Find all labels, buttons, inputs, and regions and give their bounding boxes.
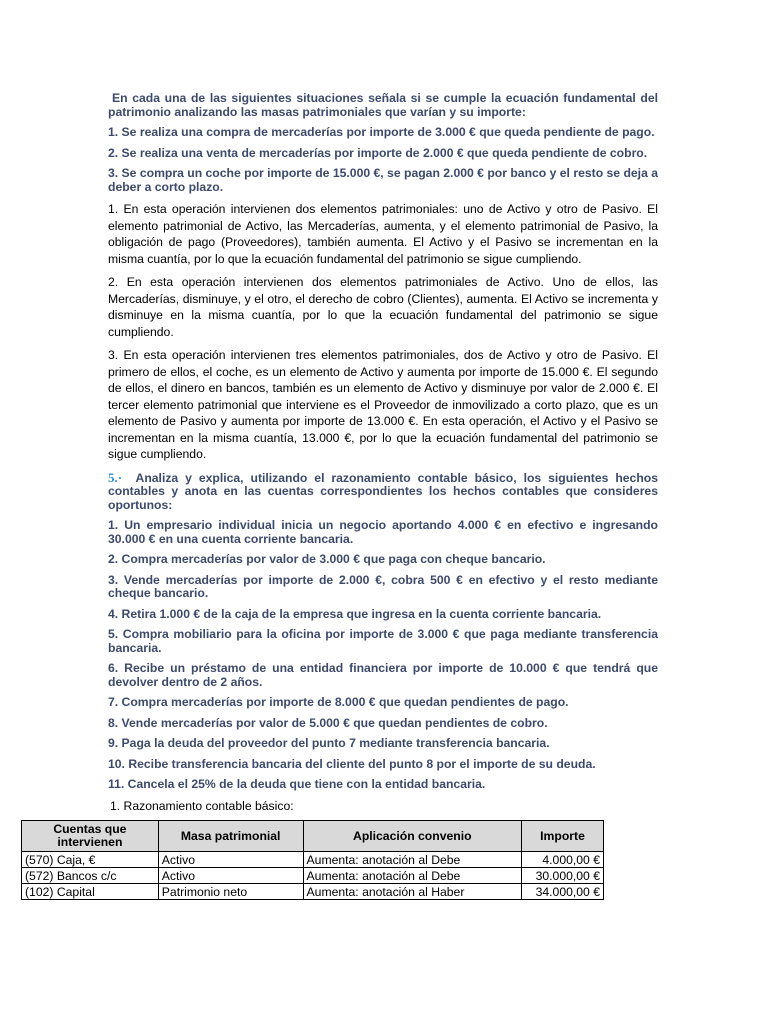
fact-11: 11. Cancela el 25% de la deuda que tiene con la entidad bancaria. bbox=[108, 777, 486, 791]
situation-2: 2. Se realiza una venta de mercaderías por importe de 2.000 € que queda pendiente de cobro. bbox=[108, 145, 648, 160]
cell-masa: Patrimonio neto bbox=[158, 884, 303, 900]
cell-aplicacion: Aumenta: anotación al Haber bbox=[303, 884, 522, 900]
fact-7: 7. Compra mercaderías por importe de 8.000 € que quedan pendientes de pago. bbox=[108, 695, 569, 709]
fact-1: 1. Un empresario individual inicia un negocio aportando 4.000 € en efectivo e ingresando 30.000 € en una cuenta corriente bancaria. bbox=[108, 518, 658, 546]
answer-1: 1. En esta operación intervienen dos elementos patrimoniales: uno de Activo y otro de Pasivo. El elemento patrimonial de Activo, las Mercaderías, aumenta, y el elemento patrimonial de Pasivo, la obligación de pago (Proveedores), también aumenta. El Activo y el Pasivo se incrementan en la misma cuantía, por lo que la ecuación fundamental del patrimonio se sigue cumpliendo. bbox=[108, 202, 658, 266]
situation-3: 3. Se compra un coche por importe de 15.000 €, se pagan 2.000 € por banco y el resto se deja a deber a corto plazo. bbox=[108, 166, 659, 194]
fact-4: 4. Retira 1.000 € de la caja de la empresa que ingresa en la cuenta corriente bancaria. bbox=[108, 606, 602, 621]
cell-cuenta: (102) Capital bbox=[22, 884, 159, 900]
table-header-row bbox=[22, 821, 604, 852]
subheading-razonamiento: 1. Razonamiento contable básico: bbox=[110, 798, 294, 813]
table-row bbox=[22, 852, 604, 868]
cell-cuenta: (570) Caja, € bbox=[22, 852, 159, 868]
section-5-text: Analiza y explica, utilizando el razonamiento contable básico, los siguientes hechos contables y anota en las cuentas correspondientes los hechos contables que consideres oportunos: bbox=[108, 470, 658, 512]
cell-importe: 4.000,00 € bbox=[522, 852, 604, 868]
fact-10: 10. Recibe transferencia bancaria del cliente del punto 8 por el importe de su deuda. bbox=[108, 756, 596, 771]
header-masa: Masa patrimonial bbox=[158, 821, 303, 852]
cell-masa: Activo bbox=[158, 852, 303, 868]
table-row bbox=[22, 868, 604, 884]
section-5-number: 5.· bbox=[108, 469, 123, 485]
answer-3: 3. En esta operación intervienen tres elementos patrimoniales, dos de Activo y otro de Pasivo. El primero de ellos, el coche, es un elemento de Activo y aumenta por importe de 15.000 €. El segundo de ellos, el dinero en bancos, también es un elemento de Activo y disminuye por valor de 2.000 €. El tercer elemento patrimonial que interviene es el Proveedor de inmovilizado a corto plazo, que es un elemento de Pasivo y aumenta por importe de 13.000 €. En esta operación, el Activo y el Pasivo se incrementan en la misma cuantía, 13.000 €, por lo que la ecuación fundamental del patrimonio se sigue cumpliendo. bbox=[108, 348, 658, 461]
intro-instruction: En cada una de las siguientes situaciones señala si se cumple la ecuación fundamental del patrimonio analizando las masas patrimoniales que varían y su importe: bbox=[108, 91, 658, 119]
cell-importe: 30.000,00 € bbox=[522, 868, 604, 884]
accounts-table bbox=[21, 820, 604, 900]
cell-cuenta: (572) Bancos c/c bbox=[22, 868, 159, 884]
header-cuentas: Cuentas que intervienen bbox=[22, 821, 159, 852]
cell-aplicacion: Aumenta: anotación al Debe bbox=[303, 868, 522, 884]
fact-2: 2. Compra mercaderías por valor de 3.000 € que paga con cheque bancario. bbox=[108, 552, 546, 566]
table-row bbox=[22, 884, 604, 900]
fact-3: 3. Vende mercaderías por importe de 2.000 €, cobra 500 € en efectivo y el resto mediante cheque bancario. bbox=[108, 572, 658, 600]
document-body bbox=[108, 92, 658, 813]
answer-2: 2. En esta operación intervienen dos elementos patrimoniales de Activo. Uno de ellos, las Mercaderías, disminuye, y el otro, el derecho de cobro (Clientes), aumenta. El Activo se incrementa y disminuye en la misma cuantía, por lo que la ecuación fundamental del patrimonio se sigue cumpliendo. bbox=[108, 275, 658, 339]
fact-8: 8. Vende mercaderías por valor de 5.000 € que quedan pendientes de cobro. bbox=[108, 715, 548, 730]
section-5-heading bbox=[108, 471, 658, 513]
situation-1: 1. Se realiza una compra de mercaderías por importe de 3.000 € que queda pendiente de pago. bbox=[108, 125, 655, 139]
cell-masa: Activo bbox=[158, 868, 303, 884]
cell-importe: 34.000,00 € bbox=[522, 884, 604, 900]
fact-5: 5. Compra mobiliario para la oficina por importe de 3.000 € que paga mediante transferencia bancaria. bbox=[108, 627, 658, 655]
header-aplicacion: Aplicación convenio bbox=[303, 821, 522, 852]
fact-6: 6. Recibe un préstamo de una entidad financiera por importe de 10.000 € que tendrá que devolver dentro de 2 años. bbox=[108, 661, 658, 689]
header-importe: Importe bbox=[522, 821, 604, 852]
fact-9: 9. Paga la deuda del proveedor del punto 7 mediante transferencia bancaria. bbox=[108, 736, 550, 750]
cell-aplicacion: Aumenta: anotación al Debe bbox=[303, 852, 522, 868]
